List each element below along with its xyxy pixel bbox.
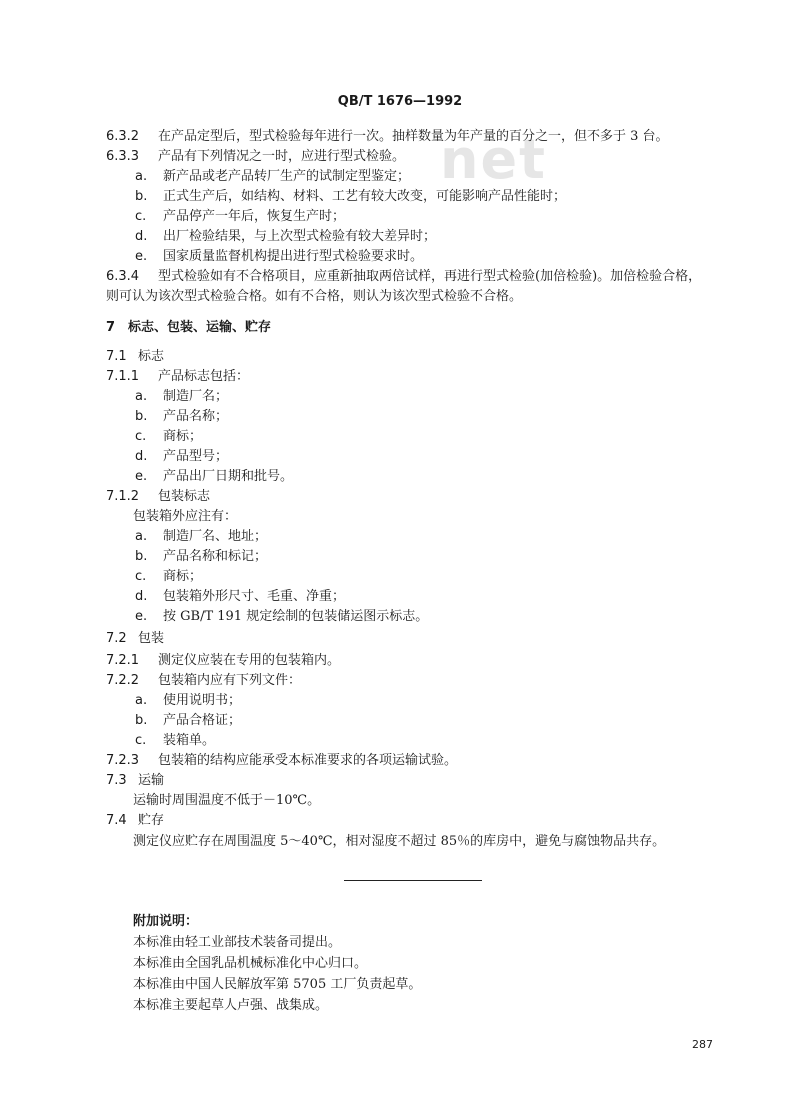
clause-7-1-1 xyxy=(106,368,249,386)
clause-text: 测定仪应装在专用的包装箱内。 xyxy=(158,653,341,668)
clause-7-1 xyxy=(106,348,164,366)
list-item xyxy=(135,568,202,586)
clause-text: 标志 xyxy=(138,349,165,364)
item-text: 商标； xyxy=(163,429,203,444)
notes-line: 本标准由全国乳品机械标准化中心归口。 xyxy=(133,956,368,971)
notes-title: 附加说明： xyxy=(133,914,199,929)
clause-number: 7.2.1 xyxy=(106,653,140,668)
clause-7-2-2 xyxy=(106,672,301,690)
notes-line: 本标准由中国人民解放军第 5705 工厂负责起草。 xyxy=(133,977,422,992)
clause-7-2 xyxy=(106,630,164,648)
list-item xyxy=(135,388,228,406)
item-label: d. xyxy=(135,589,148,604)
list-item xyxy=(135,208,345,226)
clause-number: 7.1 xyxy=(106,349,127,364)
list-item xyxy=(135,528,267,546)
clause-number: 6.3.2 xyxy=(106,129,140,144)
watermark: net xyxy=(440,128,547,191)
item-text: 产品合格证； xyxy=(163,713,242,728)
clause-text: 包装箱内应有下列文件： xyxy=(158,673,302,688)
clause-number: 7.4 xyxy=(106,813,127,828)
item-text: 产品型号； xyxy=(163,449,229,464)
item-label: c. xyxy=(135,209,147,224)
clause-7-1-2 xyxy=(106,488,210,506)
item-label: d. xyxy=(135,449,148,464)
item-text: 按 GB/T 191 规定绘制的包装储运图示标志。 xyxy=(163,609,429,624)
item-label: d. xyxy=(135,229,148,244)
item-text: 商标； xyxy=(163,569,203,584)
item-label: e. xyxy=(135,249,148,264)
list-item xyxy=(135,548,267,566)
clause-number: 7.1.1 xyxy=(106,369,140,384)
item-text: 装箱单。 xyxy=(163,733,216,748)
item-text: 出厂检验结果，与上次型式检验有较大差异时； xyxy=(163,229,437,244)
clause-text: 贮存 xyxy=(138,813,165,828)
clause-number: 6.3.4 xyxy=(106,269,140,284)
list-item xyxy=(135,408,228,426)
item-label: b. xyxy=(135,713,148,728)
item-label: b. xyxy=(135,549,148,564)
clause-number: 7.2 xyxy=(106,631,127,646)
page-number: 287 xyxy=(692,1038,713,1051)
clause-body: 测定仪应贮存在周围温度 5～40℃，相对湿度不超过 85％的库房中，避免与腐蚀物品共存。 xyxy=(133,834,666,849)
clause-7-4 xyxy=(106,812,164,830)
clause-body: 运输时周围温度不低于－10℃。 xyxy=(133,793,321,808)
clause-number: 7.3 xyxy=(106,773,127,788)
clause-6-3-3 xyxy=(106,148,405,166)
item-text: 正式生产后，如结构、材料、工艺有较大改变，可能影响产品性能时； xyxy=(163,189,567,204)
clause-number: 7.2.3 xyxy=(106,753,140,768)
list-item xyxy=(135,468,293,486)
list-item xyxy=(135,712,241,730)
item-label: b. xyxy=(135,189,148,204)
notes-line: 本标准主要起草人卢强、战集成。 xyxy=(133,998,329,1013)
list-item xyxy=(135,732,215,750)
item-text: 制造厂名、地址； xyxy=(163,529,268,544)
item-label: a. xyxy=(135,169,148,184)
clause-text: 在产品定型后，型式检验每年进行一次。抽样数量为年产量的百分之一，但不多于 3 台。 xyxy=(158,129,669,144)
item-text: 制造厂名； xyxy=(163,389,229,404)
item-label: c. xyxy=(135,569,147,584)
clause-6-3-2 xyxy=(106,128,669,146)
clause-7-2-3 xyxy=(106,752,457,770)
section-heading-7 xyxy=(106,319,271,337)
list-item xyxy=(135,248,423,266)
item-text: 国家质量监督机构提出进行型式检验要求时。 xyxy=(163,249,424,264)
item-text: 产品停产一年后，恢复生产时； xyxy=(163,209,346,224)
list-item xyxy=(135,692,241,710)
clause-number: 6.3.3 xyxy=(106,149,140,164)
item-text: 产品出厂日期和批号。 xyxy=(163,469,294,484)
clause-text: 运输 xyxy=(138,773,165,788)
clause-number: 7.1.2 xyxy=(106,489,140,504)
list-item xyxy=(135,448,228,466)
clause-7-3 xyxy=(106,772,164,790)
list-item xyxy=(135,608,428,626)
clause-6-3-4 xyxy=(106,268,701,286)
clause-text: 包装箱的结构应能承受本标准要求的各项运输试验。 xyxy=(158,753,458,768)
item-text: 新产品或老产品转厂生产的试制定型鉴定； xyxy=(163,169,411,184)
clause-intro: 包装箱外应注有： xyxy=(133,509,238,524)
list-item xyxy=(135,588,345,606)
item-label: a. xyxy=(135,389,148,404)
list-item xyxy=(135,168,410,186)
list-item xyxy=(135,428,202,446)
clause-7-2-1 xyxy=(106,652,340,670)
item-text: 使用说明书； xyxy=(163,693,242,708)
list-item xyxy=(135,228,436,246)
item-label: e. xyxy=(135,469,148,484)
item-label: b. xyxy=(135,409,148,424)
item-label: a. xyxy=(135,693,148,708)
clause-number: 7.2.2 xyxy=(106,673,140,688)
item-label: c. xyxy=(135,733,147,748)
clause-text: 包装 xyxy=(138,631,165,646)
notes-line: 本标准由轻工业部技术装备司提出。 xyxy=(133,935,342,950)
clause-continuation: 则可认为该次型式检验合格。如有不合格，则认为该次型式检验不合格。 xyxy=(106,289,523,304)
item-text: 产品名称； xyxy=(163,409,229,424)
section-number: 7 xyxy=(106,320,116,335)
item-text: 包装箱外形尺寸、毛重、净重； xyxy=(163,589,346,604)
clause-text: 型式检验如有不合格项目，应重新抽取两倍试样，再进行型式检验(加倍检验)。加倍检验合格， xyxy=(158,269,702,284)
item-label: c. xyxy=(135,429,147,444)
clause-text: 产品有下列情况之一时，应进行型式检验。 xyxy=(158,149,406,164)
item-text: 产品名称和标记； xyxy=(163,549,268,564)
item-label: a. xyxy=(135,529,148,544)
section-title: 标志、包装、运输、贮存 xyxy=(128,320,272,335)
clause-text: 包装标志 xyxy=(158,489,211,504)
clause-text: 产品标志包括： xyxy=(158,369,250,384)
end-divider xyxy=(344,880,482,881)
list-item xyxy=(135,188,566,206)
document-header: QB/T 1676—1992 xyxy=(337,94,463,109)
item-label: e. xyxy=(135,609,148,624)
